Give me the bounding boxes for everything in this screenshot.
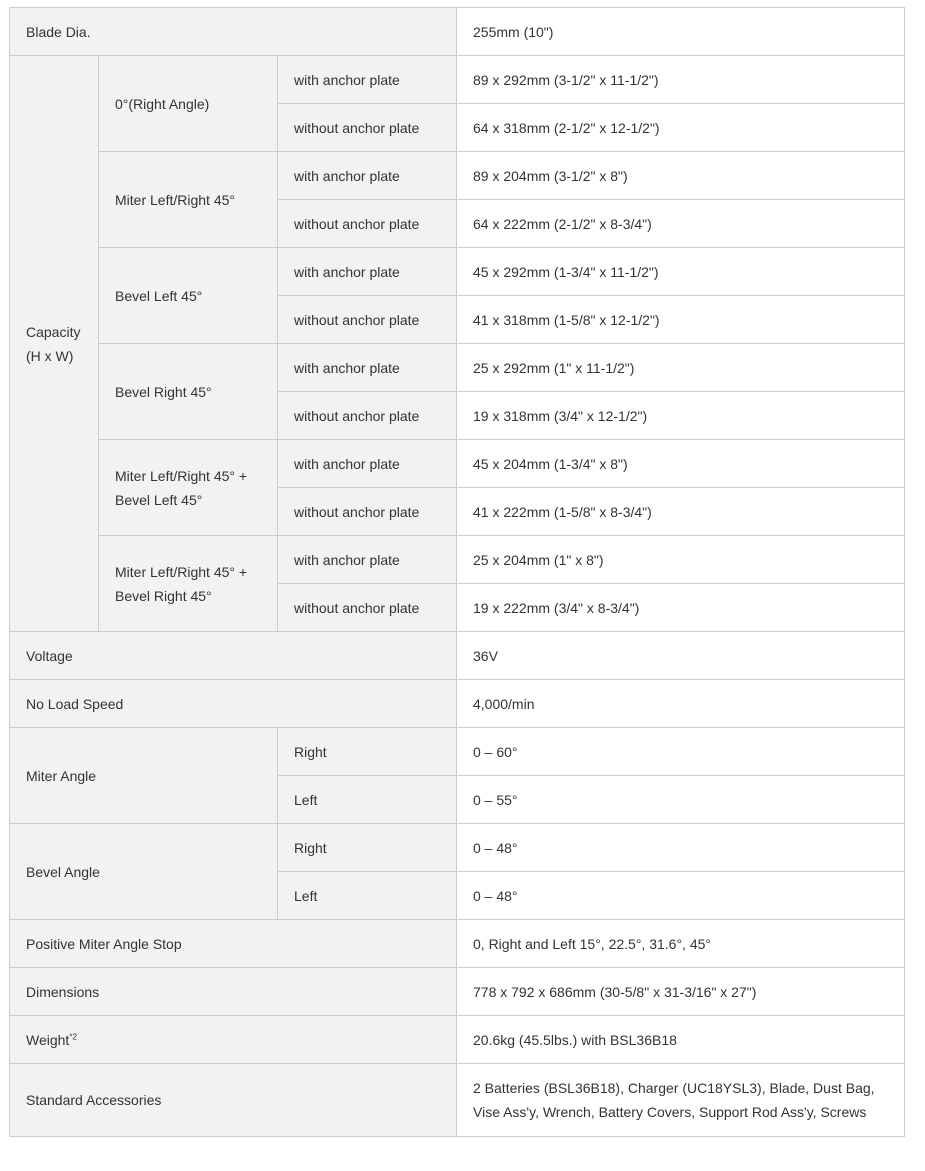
capacity-value: 64 x 222mm (2-1/2" x 8-3/4") [457, 200, 905, 248]
miter-right-value: 0 – 60° [457, 728, 905, 776]
blade-value: 255mm (10") [457, 8, 905, 56]
spec-row-capacity [10, 440, 905, 488]
spec-table [9, 7, 905, 1137]
blade-label: Blade Dia. [10, 8, 457, 56]
miter-left-label: Left [278, 776, 457, 824]
with-anchor-plate-label: with anchor plate [278, 248, 457, 296]
capacity-value: 25 x 292mm (1" x 11-1/2") [457, 344, 905, 392]
no-load-speed-label: No Load Speed [10, 680, 457, 728]
positive-stop-label: Positive Miter Angle Stop [10, 920, 457, 968]
without-anchor-plate-label: without anchor plate [278, 488, 457, 536]
capacity-value: 45 x 292mm (1-3/4" x 11-1/2") [457, 248, 905, 296]
with-anchor-plate-label: with anchor plate [278, 56, 457, 104]
spec-row-no-load-speed [10, 680, 905, 728]
capacity-value: 19 x 222mm (3/4" x 8-3/4") [457, 584, 905, 632]
weight-footnote: *2 [69, 1031, 77, 1041]
spec-row-capacity [10, 248, 905, 296]
spec-row-capacity [10, 56, 905, 104]
dimensions-label: Dimensions [10, 968, 457, 1016]
spec-row-accessories [10, 1064, 905, 1137]
capacity-value: 89 x 292mm (3-1/2" x 11-1/2") [457, 56, 905, 104]
spec-row-miter-angle [10, 728, 905, 776]
capacity-value: 19 x 318mm (3/4" x 12-1/2") [457, 392, 905, 440]
capacity-value: 25 x 204mm (1" x 8") [457, 536, 905, 584]
capacity-group-label: Miter Left/Right 45° + Bevel Left 45° [99, 440, 278, 536]
with-anchor-plate-label: with anchor plate [278, 536, 457, 584]
bevel-left-value: 0 – 48° [457, 872, 905, 920]
miter-right-label: Right [278, 728, 457, 776]
without-anchor-plate-label: without anchor plate [278, 296, 457, 344]
capacity-group-label: Miter Left/Right 45° [99, 152, 278, 248]
bevel-right-value: 0 – 48° [457, 824, 905, 872]
spec-row-bevel-angle [10, 824, 905, 872]
miter-left-value: 0 – 55° [457, 776, 905, 824]
miter-angle-label: Miter Angle [10, 728, 278, 824]
without-anchor-plate-label: without anchor plate [278, 200, 457, 248]
spec-row-capacity [10, 536, 905, 584]
spec-row-capacity [10, 152, 905, 200]
with-anchor-plate-label: with anchor plate [278, 440, 457, 488]
capacity-value: 45 x 204mm (1-3/4" x 8") [457, 440, 905, 488]
dimensions-value: 778 x 792 x 686mm (30-5/8" x 31-3/16" x 27") [457, 968, 905, 1016]
without-anchor-plate-label: without anchor plate [278, 392, 457, 440]
capacity-value: 89 x 204mm (3-1/2" x 8") [457, 152, 905, 200]
voltage-label: Voltage [10, 632, 457, 680]
capacity-group-label: 0°(Right Angle) [99, 56, 278, 152]
without-anchor-plate-label: without anchor plate [278, 584, 457, 632]
spec-row-positive-stop [10, 920, 905, 968]
with-anchor-plate-label: with anchor plate [278, 152, 457, 200]
capacity-value: 41 x 318mm (1-5/8" x 12-1/2") [457, 296, 905, 344]
voltage-value: 36V [457, 632, 905, 680]
capacity-value: 41 x 222mm (1-5/8" x 8-3/4") [457, 488, 905, 536]
positive-stop-value: 0, Right and Left 15°, 22.5°, 31.6°, 45° [457, 920, 905, 968]
weight-value: 20.6kg (45.5lbs.) with BSL36B18 [457, 1016, 905, 1064]
capacity-group-label: Miter Left/Right 45° + Bevel Right 45° [99, 536, 278, 632]
spec-row-blade [10, 8, 905, 56]
weight-label: Weight$^{*2}$ [10, 1016, 457, 1064]
spec-row-capacity [10, 344, 905, 392]
bevel-right-label: Right [278, 824, 457, 872]
with-anchor-plate-label: with anchor plate [278, 344, 457, 392]
bevel-angle-label: Bevel Angle [10, 824, 278, 920]
capacity-group-label: Bevel Left 45° [99, 248, 278, 344]
no-load-speed-value: 4,000/min [457, 680, 905, 728]
spec-row-voltage [10, 632, 905, 680]
bevel-left-label: Left [278, 872, 457, 920]
spec-row-dimensions [10, 968, 905, 1016]
capacity-label: Capacity (H x W) [10, 56, 99, 632]
spec-row-weight [10, 1016, 905, 1064]
accessories-label: Standard Accessories [10, 1064, 457, 1137]
without-anchor-plate-label: without anchor plate [278, 104, 457, 152]
capacity-value: 64 x 318mm (2-1/2" x 12-1/2") [457, 104, 905, 152]
capacity-group-label: Bevel Right 45° [99, 344, 278, 440]
accessories-value: 2 Batteries (BSL36B18), Charger (UC18YSL3), Blade, Dust Bag, Vise Ass'y, Wrench, Battery Covers, Support Rod Ass'y, Screws [457, 1064, 905, 1137]
